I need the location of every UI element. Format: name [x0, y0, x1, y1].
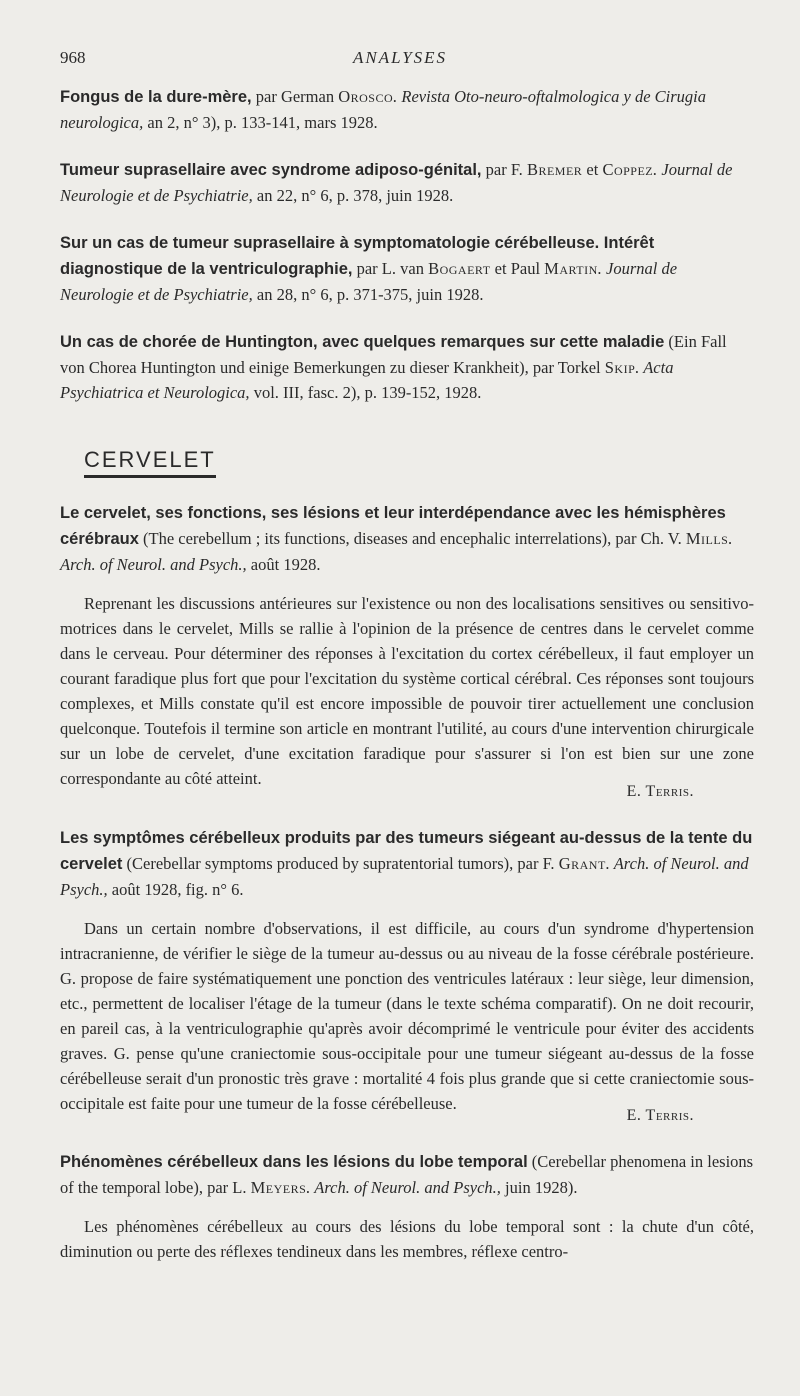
entry-details: vol. III, fasc. 2), p. 139-152, 1928. [249, 383, 482, 402]
article-details: août 1928. [246, 555, 321, 574]
article-author: Grant [558, 853, 606, 873]
page-number: 968 [60, 48, 86, 67]
article-title: Phénomènes cérébelleux dans les lésions du lobe temporal [60, 1153, 528, 1171]
article-journal: . Arch. of Neurol. and Psych., [306, 1178, 501, 1197]
entry-title: Fongus de la dure-mère, [60, 88, 252, 106]
article-header [60, 1149, 754, 1200]
bibliographic-entry [60, 329, 754, 405]
entry-details: an 28, n° 6, p. 371-375, juin 1928. [252, 285, 484, 304]
article-signature: E. Terris. [626, 782, 694, 800]
article-body [60, 1214, 754, 1264]
section-heading: CERVELET [84, 447, 216, 478]
article-author: Mills [685, 529, 729, 548]
entry-by: par German [251, 87, 339, 106]
entry-by: par L. van [352, 259, 429, 278]
article-body [60, 591, 754, 791]
article-body-text: Les phénomènes cérébelleux au cours des lésions du lobe temporal sont : la chute d'un côté, diminution ou perte des réflexes tendineux dans les membres, réflexe centro- [60, 1217, 754, 1261]
entry-subtitle: (Ein Fall von Chorea Huntington und einige Bemerkungen zu dieser Krankheit), par Torkel [60, 332, 727, 377]
article-subtitle: (Cerebellar symptoms produced by supratentorial tumors), par F. [122, 853, 559, 873]
article-journal: . Arch. of Neurol. and Psych., [60, 529, 733, 574]
article-subtitle: (Cerebellar phenomena in lesions of the temporal lobe), par L. [60, 1152, 754, 1197]
article [60, 500, 754, 801]
article-body-text: Dans un certain nombre d'observations, il est difficile, au cours d'un syndrome d'hypertension intracranienne, de vérifier le siège de la tumeur au-dessus ou au niveau de la fosse cérébrale postérieure. G. propose de faire systématiquement une ponction des ventricules latéraux : leur siège, leur dimension, etc., permettent de localiser l'étage de la tumeur (dans le texte schéma comparatif). On ne doit recourir, en pareil cas, à la ventriculographie qu'après avoir décomprimé le ventricule pour éviter des accidents graves. G. pense qu'une craniectomie sous-occipitale pour une tumeur siégeant au-dessus de la fosse cérébelleuse serait d'un pronostic très grave : mortalité 4 fois plus grande que si cette craniectomie sous-occipitale est faite pour une tumeur de la fosse cérébelleuse. [60, 918, 754, 1113]
article-title: Les symptômes cérébelleux produits par des tumeurs siégeant au-dessus de la tente du cervelet [60, 828, 753, 873]
entry-details: an 2, n° 3), p. 133-141, mars 1928. [143, 113, 378, 132]
entry-title: Sur un cas de tumeur suprasellaire à symptomatologie cérébelleuse. Intérêt diagnostique de la ventriculographie, [60, 234, 655, 278]
article-body-text: Reprenant les discussions antérieures sur l'existence ou non des localisations sensitives ou sensitivo-motrices dans le cervelet, Mills se rallie à l'opinion de la présence de centres dans le cervelet comme dans le cerveau. Pour déterminer des réponses à l'excitation du cortex cérébelleux, il faut employer un courant faradique plus fort que pour l'excitation du système cortical cérébral. Ces réponses sont toujours complexes, et Mills constate qu'il est encore impossible de pouvoir tirer actuellement une conclusion quelconque. Toutefois il termine son article en montrant l'utilité, au cours d'une intervention chirurgicale sur un lobe de cervelet, d'une excitation faradique pour s'assurer si l'on est bien sur une zone correspondante au côté atteint. [60, 594, 754, 788]
article-title: Le cervelet, ses fonctions, ses lésions et leur interdépendance avec les hémisphères cérébraux [60, 504, 726, 548]
page-content [60, 84, 754, 1288]
article [60, 1149, 754, 1264]
entry-details: an 22, n° 6, p. 378, juin 1928. [252, 186, 454, 205]
entry-author-2: Martin [544, 259, 598, 278]
article-header [60, 500, 754, 577]
article-body [60, 916, 754, 1116]
entry-by: par F. [481, 160, 527, 179]
article [60, 825, 754, 1126]
entry-journal: . Journal de Neurologie et de Psychiatrie, [60, 160, 733, 205]
bibliographic-entry [60, 84, 754, 135]
article-journal: . Arch. of Neurol. and Psych., [60, 853, 749, 899]
article-details: juin 1928). [500, 1178, 578, 1197]
article-header [60, 825, 754, 902]
entry-journal: . Journal de Neurologie et de Psychiatrie, [60, 259, 678, 304]
running-title: ANALYSES [352, 48, 448, 67]
entry-journal: . Revista Oto-neuro-oftalmologica y de Cirugia neurologica, [60, 87, 706, 132]
entry-author: Bremer [526, 160, 583, 179]
entry-author-2: Coppez [602, 160, 654, 179]
entry-title: Un cas de chorée de Huntington, avec quelques remarques sur cette maladie [60, 333, 665, 351]
bibliographic-entry [60, 230, 754, 307]
article-signature: E. Terris. [626, 1107, 694, 1124]
entry-author: Bogaert [428, 259, 491, 278]
entry-and: et Paul [490, 259, 545, 278]
entry-title: Tumeur suprasellaire avec syndrome adiposo-génital, [60, 161, 482, 179]
article-author: Meyers [250, 1178, 307, 1197]
bibliographic-entry [60, 157, 754, 208]
entry-author: Orosco [338, 87, 394, 106]
entry-author: Skip [604, 358, 636, 377]
entry-journal: . Acta Psychiatrica et Neurologica, [60, 358, 674, 402]
article-subtitle: (The cerebellum ; its functions, diseases and encephalic interrelations), par Ch. V. [138, 529, 686, 548]
running-head [60, 48, 740, 72]
article-details: août 1928, fig. n° 6. [107, 879, 244, 899]
entry-and: et [582, 160, 603, 179]
